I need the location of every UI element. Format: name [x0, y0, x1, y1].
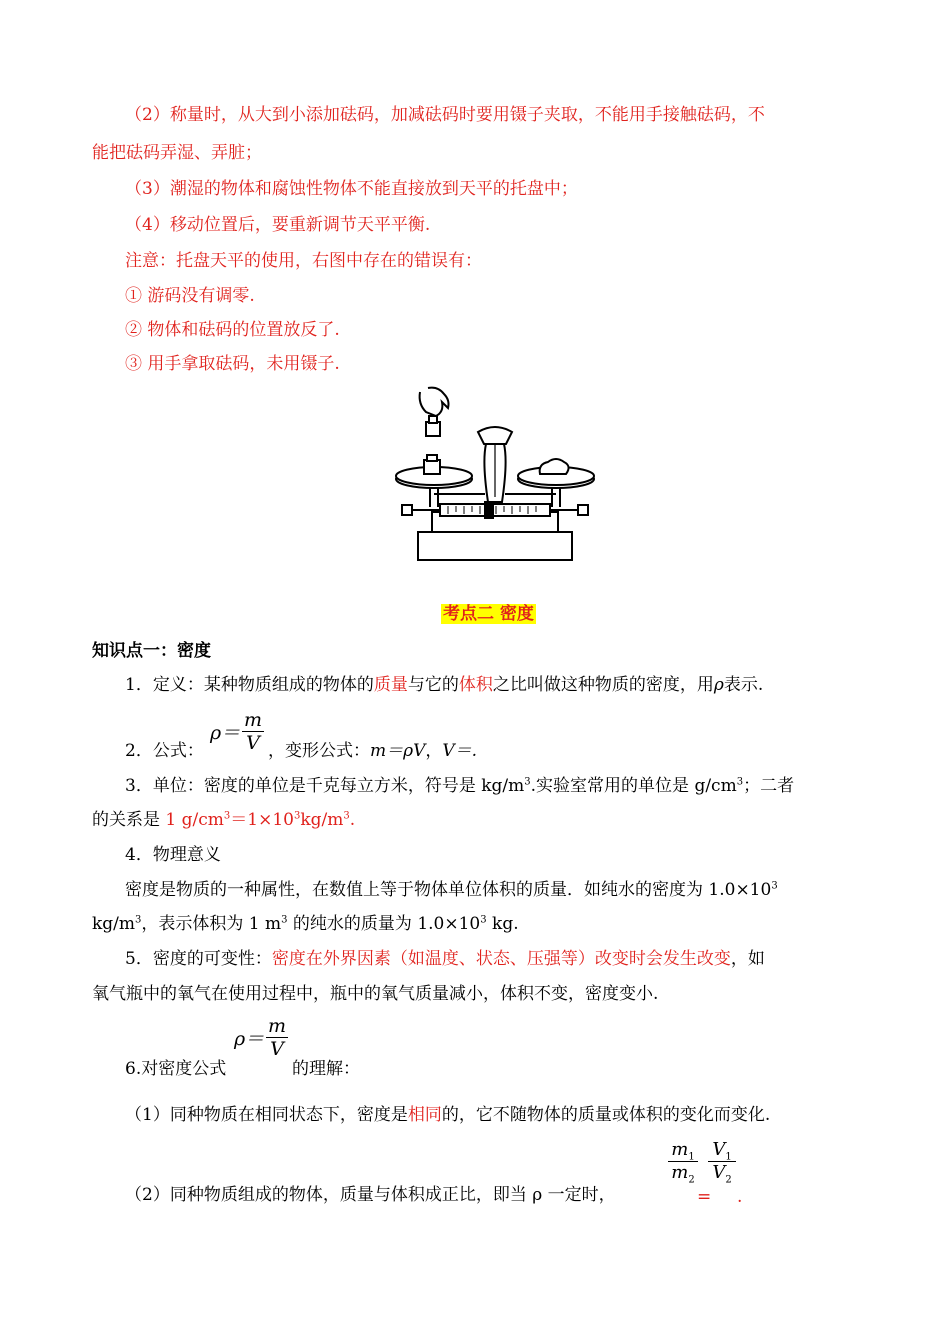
def-part-a: 1．定义：某种物质组成的物体的 — [125, 675, 374, 695]
def-part-b: 与它的 — [407, 675, 459, 695]
formula-tail — [268, 740, 477, 762]
def-part-c: 之比叫做这种物质的密度，用 — [492, 675, 714, 695]
definition-line — [125, 674, 763, 696]
note-line-3: （3）潮湿的物体和腐蚀性物体不能直接放到天平的托盘中； — [125, 179, 578, 199]
unit-text-b: .实验室常用的单位是 g/cm — [530, 776, 737, 796]
physical-meaning-line-2: $kg/m^3$，表示体积为 1 $m^3$ 的纯水的质量为 $1.0\times 10^3$ kg. — [92, 914, 519, 934]
unit-line-2 — [92, 809, 355, 831]
error-item-1: ① 游码没有调零. — [125, 286, 255, 306]
error-item-3: ③ 用手拿取砝码，未用镊子. — [125, 354, 340, 374]
note-attention: 注意：托盘天平的使用，右图中存在的错误有： — [125, 251, 482, 271]
understanding-tail: 的理解： — [292, 1059, 360, 1079]
mass-ratio-fraction: $m_1$ $m_2$ — [668, 1140, 698, 1183]
formula-sep: ， — [425, 741, 443, 761]
formula-lead: 2．公式： — [125, 741, 204, 761]
ratio-end: . — [737, 1187, 743, 1207]
sup-3: 3 — [736, 776, 744, 788]
formula-tail-text: ，变形公式： — [268, 741, 370, 761]
understanding-item-2: （2）同种物质组成的物体，质量与体积成正比，即当 ρ 一定时， — [125, 1185, 616, 1205]
note-line-2b: 能把砝码弄湿、弄脏； — [92, 143, 262, 163]
understanding-fraction — [266, 1016, 288, 1059]
variab-text-b: ，如 — [730, 949, 765, 969]
understanding-numerator: m — [267, 1015, 287, 1037]
formula-rho-eq: ρ＝ — [210, 722, 241, 744]
sup-3: 3 — [771, 880, 778, 892]
sup-3: 3 — [524, 776, 531, 788]
note-line-2a: （2）称量时，从大到小添加砝码，加减砝码时要用镊子夹取，不能用手接触砝码，不 — [125, 105, 765, 125]
understanding-item-1: （1）同种物质在相同状态下，密度是相同的，它不随物体的质量或体积的变化而变化. — [125, 1105, 771, 1125]
understanding-lead: 6.对密度公式 — [125, 1059, 227, 1079]
unit-line-1 — [125, 775, 794, 797]
variability-line-2: 氧气瓶中的氧气在使用过程中，瓶中的氧气质量减小，体积不变，密度变小. — [92, 984, 659, 1004]
formula-denominator: V — [246, 732, 260, 754]
volume-ratio-fraction: $V_1$ $V_2$ — [708, 1140, 736, 1183]
same-red: 相同 — [407, 1105, 442, 1125]
def-part-d: 表示. — [723, 675, 764, 695]
section-title — [441, 603, 536, 625]
formula-m-eq: m＝ρV — [370, 741, 426, 761]
def-mass: 质量 — [373, 675, 408, 695]
unit-text-a: 3．单位：密度的单位是千克每立方米，符号是 kg/m — [125, 776, 525, 796]
def-volume: 体积 — [458, 675, 493, 695]
understanding-denominator: V — [270, 1038, 284, 1060]
variab-red: 密度在外界因素（如温度、状态、压强等）改变时会发生改变 — [271, 949, 731, 969]
knowledge-point-title: 知识点一：密度 — [92, 641, 211, 661]
balance-scale-illustration — [390, 382, 600, 567]
unit-text-c: ；二者 — [743, 776, 795, 796]
section-title-text: 考点二 密度 — [443, 604, 534, 624]
formula-fraction — [242, 710, 264, 753]
variab-text-a: 5．密度的可变性： — [125, 949, 272, 969]
physical-meaning-title: 4．物理意义 — [125, 845, 221, 865]
variability-line-1 — [125, 948, 765, 970]
understanding-rho-eq: ρ＝ — [234, 1028, 265, 1050]
note-line-4: （4）移动位置后，要重新调节天平平衡. — [125, 215, 431, 235]
formula-v-eq: V＝. — [442, 741, 478, 761]
physical-meaning-line-1 — [125, 879, 778, 901]
def-rho: ρ — [713, 675, 724, 695]
formula-numerator: m — [243, 709, 263, 731]
unit-text-d: 的关系是 — [92, 810, 166, 830]
error-item-2: ② 物体和砝码的位置放反了. — [125, 320, 340, 340]
unit-relation: 1 $g/cm^3=1\times 10^3kg/m^3$. — [165, 810, 356, 830]
ratio-equals: = — [697, 1187, 712, 1207]
phys-text-1: 密度是物质的一种属性，在数值上等于物体单位体积的质量．如纯水的密度为 1.0×10 — [125, 880, 772, 900]
